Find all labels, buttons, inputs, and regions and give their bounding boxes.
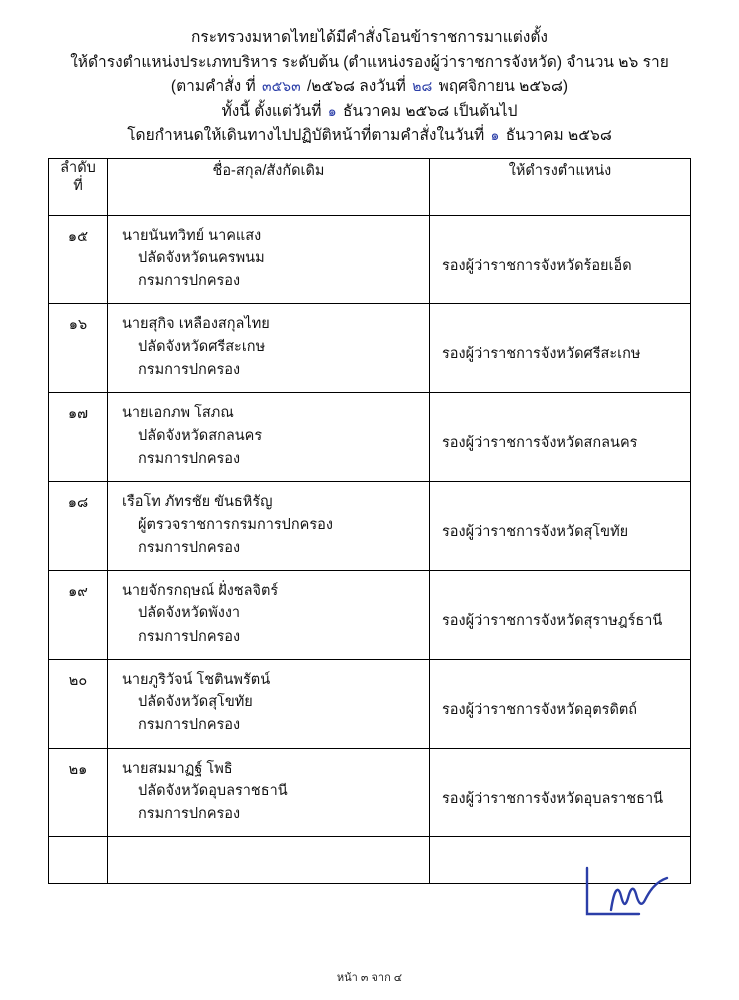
- travel-suffix: ธันวาคม ๒๕๖๘: [505, 127, 612, 144]
- row-position-cell: [430, 393, 691, 482]
- new-position: รองผู้ว่าราชการจังหวัดสุราษฎร์ธานี: [442, 612, 663, 629]
- person-name: นายสมมาฏฐ์ โพธิ: [122, 760, 233, 777]
- row-number: ๒๐: [49, 659, 108, 748]
- table-row: [49, 304, 691, 393]
- document-header: [0, 0, 739, 144]
- row-number: ๑๘: [49, 482, 108, 571]
- column-header-number-line1: ลำดับ: [60, 159, 96, 176]
- column-header-name: ชื่อ-สกุล/สังกัดเดิม: [108, 158, 430, 215]
- travel-prefix: โดยกำหนดให้เดินทางไปปฏิบัติหน้าที่ตามคำสั่งในวันที่: [127, 127, 485, 144]
- new-position: รองผู้ว่าราชการจังหวัดสุโขทัย: [442, 524, 629, 541]
- row-position-cell: [430, 304, 691, 393]
- effective-suffix: ธันวาคม ๒๕๖๘ เป็นต้นไป: [342, 102, 518, 120]
- person-name: เรือโท ภัทรชัย ขันธหิรัญ: [122, 494, 273, 511]
- table-row: [49, 482, 691, 571]
- new-position: รองผู้ว่าราชการจังหวัดร้อยเอ็ด: [442, 257, 632, 274]
- new-position: รองผู้ว่าราชการจังหวัดศรีสะเกษ: [442, 346, 641, 363]
- row-name-cell: [108, 570, 430, 659]
- row-position-cell: [430, 482, 691, 571]
- table-body: [49, 215, 691, 884]
- order-middle: /๒๕๖๘ ลงวันที่: [306, 78, 406, 95]
- row-position-cell: [430, 215, 691, 304]
- person-name: นายจักรกฤษณ์ ฝั่งชลจิตร์: [122, 582, 279, 599]
- header-line-4: [0, 104, 739, 120]
- person-org-1: ปลัดจังหวัดสุโขทัย: [138, 694, 253, 711]
- row-number: ๒๑: [49, 748, 108, 837]
- transfer-table: [48, 158, 691, 885]
- person-org-1: ปลัดจังหวัดสกลนคร: [138, 427, 263, 444]
- travel-day-handwritten: ๑: [490, 128, 500, 144]
- effective-prefix: ทั้งนี้ ตั้งแต่วันที่: [221, 102, 322, 120]
- row-position-cell: [430, 748, 691, 837]
- header-line-3: [0, 79, 739, 95]
- person-org-2: กรมการปกครอง: [138, 450, 241, 467]
- row-position-cell: [430, 659, 691, 748]
- person-org-2: กรมการปกครอง: [138, 539, 241, 556]
- person-name: นายเอกภพ โสภณ: [122, 405, 234, 422]
- blank-cell-number: [49, 837, 108, 884]
- row-position-cell: [430, 570, 691, 659]
- order-date-handwritten: ๒๘: [412, 79, 433, 95]
- new-position: รองผู้ว่าราชการจังหวัดสกลนคร: [442, 435, 638, 452]
- person-org-2: กรมการปกครอง: [138, 717, 241, 734]
- order-prefix: (ตามคำสั่ง ที่: [170, 78, 256, 95]
- table-row: [49, 659, 691, 748]
- order-number-handwritten: ๓๕๖๓: [262, 79, 301, 95]
- row-name-cell: [108, 659, 430, 748]
- column-header-number-line2: ที่: [73, 177, 83, 194]
- row-number: ๑๗: [49, 393, 108, 482]
- person-org-1: ปลัดจังหวัดศรีสะเกษ: [138, 338, 266, 355]
- person-org-2: กรมการปกครอง: [138, 273, 241, 290]
- table-header: [49, 158, 691, 215]
- header-line-5: [0, 128, 739, 144]
- header-line-2: ให้ดำรงตำแหน่งประเภทบริหาร ระดับต้น (ตำแหน่งรองผู้ว่าราชการจังหวัด) จำนวน ๒๖ ราย: [70, 53, 669, 71]
- person-name: นายนันทวิทย์ นาคแสง: [122, 227, 262, 244]
- header-line-1: กระทรวงมหาดไทยได้มีคำสั่งโอนข้าราชการมาแต่งตั้ง: [191, 29, 548, 46]
- new-position: รองผู้ว่าราชการจังหวัดอุตรดิตถ์: [442, 701, 638, 718]
- table-row: [49, 215, 691, 304]
- row-name-cell: [108, 304, 430, 393]
- page-footer: หน้า ๓ จาก ๔: [336, 972, 403, 984]
- person-org-1: ปลัดจังหวัดนครพนม: [138, 249, 265, 266]
- table-row: [49, 393, 691, 482]
- effective-day-handwritten: ๑: [327, 103, 337, 120]
- row-name-cell: [108, 215, 430, 304]
- order-suffix: พฤศจิกายน ๒๕๖๘): [438, 78, 569, 95]
- blank-cell-position: [430, 837, 691, 884]
- person-org-1: ผู้ตรวจราชการกรมการปกครอง: [138, 516, 333, 533]
- row-number: ๑๕: [49, 215, 108, 304]
- column-header-position: ให้ดำรงตำแหน่ง: [430, 158, 691, 215]
- person-org-2: กรมการปกครอง: [138, 362, 241, 378]
- column-header-number: [49, 158, 108, 215]
- person-name: นายภูริวัจน์ โชตินพรัตน์: [122, 671, 271, 688]
- row-number: ๑๙: [49, 570, 108, 659]
- table-blank-row: [49, 837, 691, 884]
- row-name-cell: [108, 393, 430, 482]
- person-name: นายสุกิจ เหลืองสกุลไทย: [122, 316, 270, 333]
- new-position: รองผู้ว่าราชการจังหวัดอุบลราชธานี: [442, 790, 664, 807]
- person-org-2: กรมการปกครอง: [138, 628, 241, 645]
- person-org-1: ปลัดจังหวัดอุบลราชธานี: [138, 783, 288, 800]
- table-row: [49, 748, 691, 837]
- table-header-row: [49, 158, 691, 215]
- person-org-2: กรมการปกครอง: [138, 806, 241, 823]
- row-name-cell: [108, 482, 430, 571]
- row-number: ๑๖: [49, 304, 108, 393]
- blank-cell-name: [108, 837, 430, 884]
- row-name-cell: [108, 748, 430, 837]
- person-org-1: ปลัดจังหวัดพังงา: [138, 605, 241, 622]
- table-row: [49, 570, 691, 659]
